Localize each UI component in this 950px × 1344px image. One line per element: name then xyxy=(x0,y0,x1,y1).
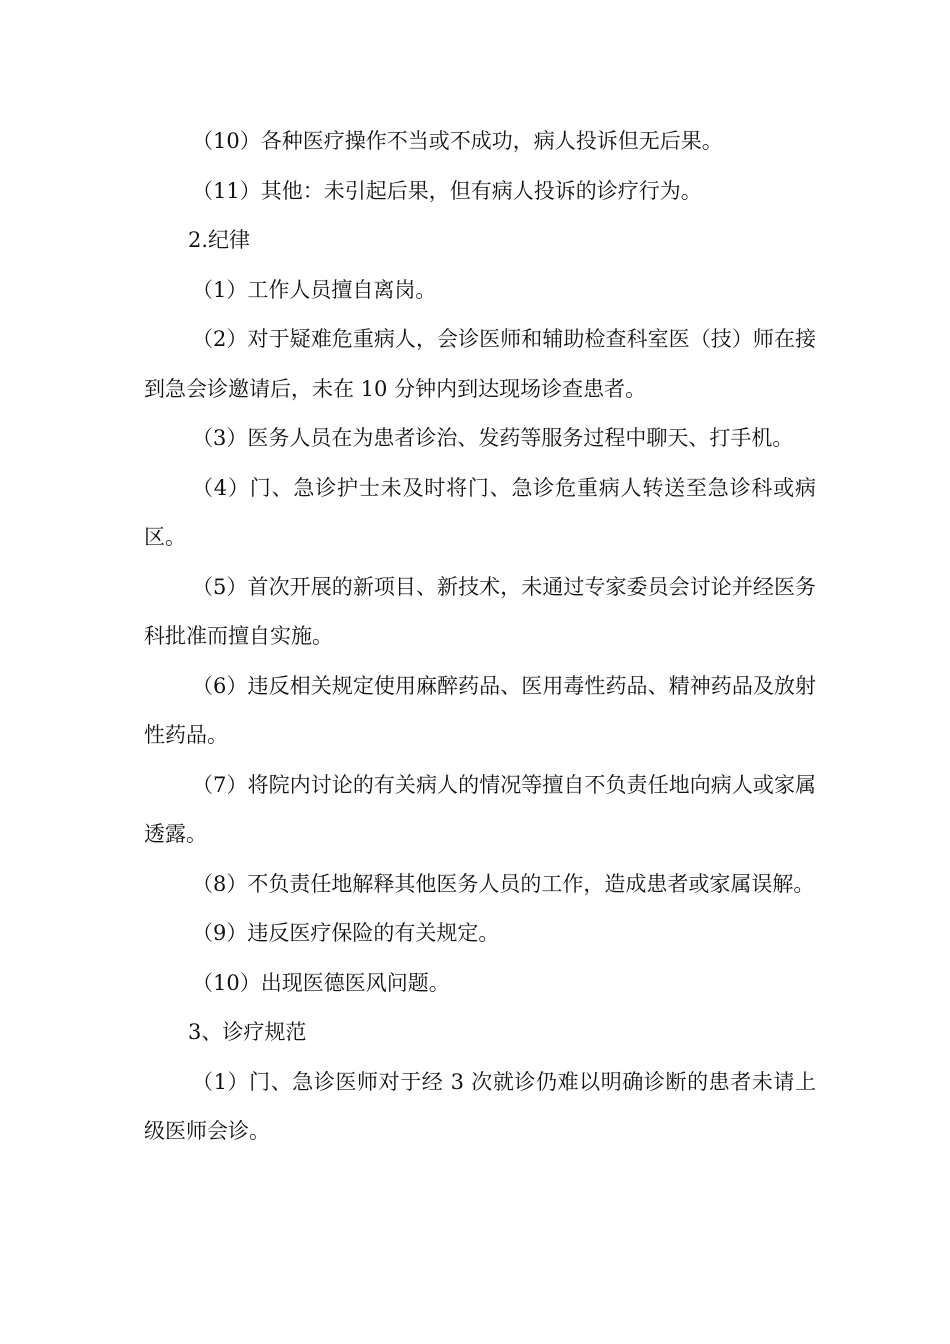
clause-2-item-6: （6）违反相关规定使用麻醉药品、医用毒性药品、精神药品及放射性药品。 xyxy=(144,673,816,747)
document-body xyxy=(144,117,816,1157)
clause-2-item-7: （7）将院内讨论的有关病人的情况等擅自不负责任地向病人或家属透露。 xyxy=(144,772,816,846)
section-heading-diagnosis-norms: 3、诊疗规范 xyxy=(188,1020,307,1044)
section-heading-discipline: 2.纪律 xyxy=(188,228,251,252)
clause-1-item-11: （11）其他：未引起后果，但有病人投诉的诊疗行为。 xyxy=(192,178,702,203)
clause-2-item-1: （1）工作人员擅自离岗。 xyxy=(192,277,437,302)
clause-2-item-2: （2）对于疑难危重病人，会诊医师和辅助检查科室医（技）师在接到急会诊邀请后，未在 10 分钟内到达现场诊查患者。 xyxy=(144,327,816,401)
clause-2-item-5: （5）首次开展的新项目、新技术，未通过专家委员会讨论并经医务科批准而擅自实施。 xyxy=(144,574,816,648)
clause-1-item-10: （10）各种医疗操作不当或不成功，病人投诉但无后果。 xyxy=(192,129,723,153)
clause-2-item-4: （4）门、急诊护士未及时将门、急诊危重病人转送至急诊科或病区。 xyxy=(144,475,816,549)
clause-2-item-9: （9）违反医疗保险的有关规定。 xyxy=(192,921,500,945)
clause-2-item-10: （10）出现医德医风问题。 xyxy=(192,970,450,995)
clause-3-item-1: （1）门、急诊医师对于经 3 次就诊仍难以明确诊断的患者未请上级医师会诊。 xyxy=(144,1069,816,1143)
clause-2-item-3: （3）医务人员在为患者诊治、发药等服务过程中聊天、打手机。 xyxy=(192,426,794,450)
clause-2-item-8: （8）不负责任地解释其他医务人员的工作，造成患者或家属误解。 xyxy=(192,871,815,896)
